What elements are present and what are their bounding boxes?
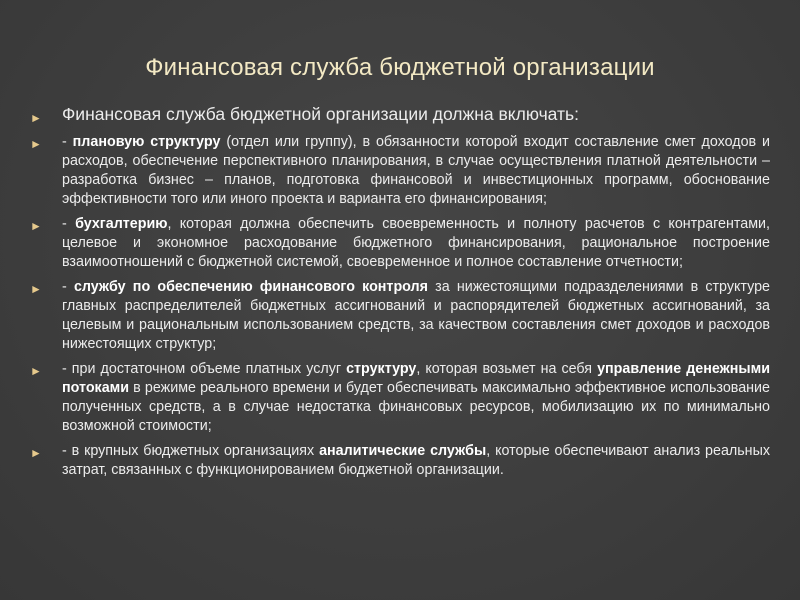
intro-text: Финансовая служба бюджетной организации должна включать: [62,104,580,124]
list-item-control [28,278,770,354]
item-prefix: - [62,216,76,232]
item-text: в режиме реального времени и будет обеспечивать максимально эффективное использование полученных средств, а в случае недостатка финансовых ресурсов, мобилизацию их по минимально возможной стоимости; [62,380,770,434]
triangle-bullet-icon: ► [30,282,42,296]
item-keyword: аналитические службы [319,443,487,459]
list-item-planning [28,133,770,209]
list-item-analytics [28,442,770,480]
item-keyword: службу по обеспечению финансового контроля [73,279,428,295]
triangle-bullet-icon: ► [30,111,42,125]
item-keyword-secondary: управление денежными потоками [62,361,770,396]
item-text-mid: , которая возьмет на себя [416,361,598,377]
triangle-bullet-icon: ► [30,137,42,151]
list-item-accounting [28,215,770,272]
slide-content [28,103,770,486]
item-keyword: структуру [346,361,417,377]
item-prefix: - в крупных бюджетных организациях [62,443,320,459]
item-prefix: - при достаточном объеме платных услуг [62,361,347,377]
item-text: , которая должна обеспечить своевременность и полноту расчетов с контрагентами, целевое и экономное расходование бюджетного финансирования, рациональное построение взаимоотношений с бюджетной системой, своевременное и полное составление отчетности; [62,216,770,270]
triangle-bullet-icon: ► [30,219,42,233]
triangle-bullet-icon: ► [30,446,42,460]
slide-title: Финансовая служба бюджетной организации [145,54,655,81]
triangle-bullet-icon: ► [30,364,42,378]
item-text: , которые обеспечивают анализ реальных затрат, связанных с функционированием бюджетной организации. [62,443,771,478]
item-text: (отдел или группу), в обязанности которой входит составление смет доходов и расходов, обеспечение перспективного планирования, в случае осуществления платной деятельности – разработка бизнес – планов, подготовка финансовой и инвестиционных программ, обоснование эффективности того или иного проекта и варианта его финансирования; [62,134,771,207]
item-keyword: бухгалтерию [75,216,168,232]
item-keyword: плановую структуру [72,134,221,150]
list-item-cashflow [28,360,770,436]
item-prefix: - [62,279,74,295]
item-prefix: - [62,134,73,150]
intro-bullet [28,103,770,125]
item-text: за нижестоящими подразделениями в структуре главных распределителей бюджетных ассигнований и распорядителей бюджетных ассигнований, за целевым и рациональным использованием средств, за качеством составления смет доходов и расходов нижестоящих структур; [62,279,771,352]
